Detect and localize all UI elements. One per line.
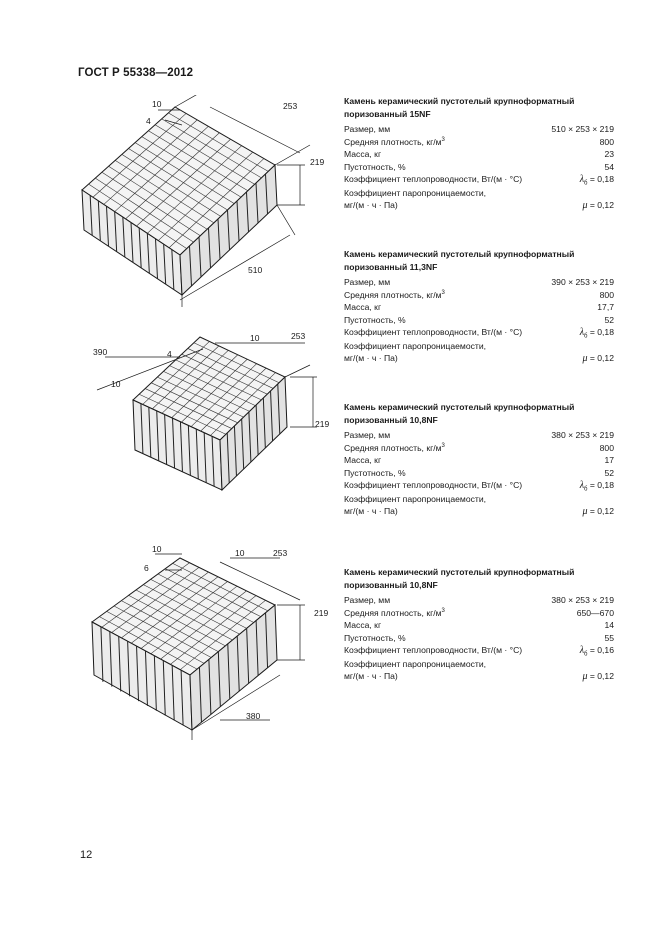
spec-block-10-8nf-b: Камень керамический пустотелый крупноформатный поризованный 10,8NF Размер, мм 380 × 253 × 219 Средняя плотность, $кг/м^3$ 650—670 Масса, кг 14 Пустотность, % 55 Коэффициент теплопроводности, Вт/(м · °С) $\lambda_б = 0,16$ Коэффициент паропроницаемости, мг/(м · ч · Па) μ = 0,12 (344, 567, 614, 682)
dim-label: 253 (291, 331, 306, 341)
spec-value: = 0,12 (589, 200, 614, 210)
spec-label: Пустотность, % (344, 314, 406, 325)
spec-title: Камень керамический пустотелый крупноформатный поризованный 11,3NF (344, 249, 575, 272)
spec-label: Масса, кг (344, 455, 382, 465)
spec-value: 14 (604, 620, 614, 630)
spec-label: Пустотность, % (344, 467, 406, 478)
spec-label: Размер, мм (344, 124, 391, 134)
spec-value: 800 (599, 136, 614, 147)
dim-label: 219 (314, 608, 329, 618)
dim-label: 510 (248, 265, 263, 275)
brick-drawing-15nf (70, 95, 335, 310)
spec-value: 380 × 253 × 219 (551, 430, 614, 440)
spec-value: 800 (599, 289, 614, 300)
spec-label: Масса, кг (344, 149, 382, 159)
spec-label: Коэффициент паропроницаемости, (344, 187, 487, 198)
spec-block-15nf: Камень керамический пустотелый крупноформатный поризованный 15NF Размер, мм 510 × 253 × 219 Средняя плотность, $кг/м^3$ 800 Масса, кг 23 Пустотность, % 54 Коэффициент теплопроводности, Вт/(м · °С) $\lambda_б = 0,18$ Коэффициент паропроницаемости, мг/(м · ч · Па) μ = 0,12 (344, 96, 614, 211)
spec-title: Камень керамический пустотелый крупноформатный поризованный 10,8NF (344, 402, 575, 425)
spec-value: 54 (604, 161, 614, 172)
spec-value: = 0,18 (589, 480, 614, 490)
spec-value: 23 (604, 149, 614, 159)
spec-block-11-3nf: Камень керамический пустотелый крупноформатный поризованный 11,3NF Размер, мм 390 × 253 × 219 Средняя плотность, $кг/м^3$ 800 Масса, кг 17,7 Пустотность, % 52 Коэффициент теплопроводности, Вт/(м · °С) $\lambda_б = 0,18$ Коэффициент паропроницаемости, мг/(м · ч · Па) μ = 0,12 (344, 249, 614, 364)
dim-label: 219 (315, 419, 330, 429)
dim-label: 4 (146, 116, 151, 126)
spec-label: Размер, мм (344, 277, 391, 287)
spec-label: мг/(м · ч · Па) (344, 506, 398, 516)
spec-label: Коэффициент паропроницаемости, (344, 340, 487, 351)
dim-label: 10 (235, 548, 245, 558)
spec-label: мг/(м · ч · Па) (344, 353, 398, 363)
spec-value: 52 (604, 314, 614, 325)
brick-drawing-10-8nf (70, 540, 335, 760)
dim-label: 253 (283, 101, 298, 111)
spec-label: Средняя плотность, кг/м (344, 289, 442, 300)
dim-label: 10 (250, 333, 260, 343)
brick-drawing-11-3nf (85, 325, 330, 500)
dim-label: 10 (152, 99, 162, 109)
spec-value: = 0,12 (589, 506, 614, 516)
spec-value: = 0,18 (589, 174, 614, 184)
spec-label: Коэффициент теплопроводности, Вт/(м · °С) (344, 327, 523, 337)
dim-label: 219 (310, 157, 325, 167)
spec-value: 17,7 (597, 302, 614, 312)
spec-value: 510 × 253 × 219 (551, 124, 614, 134)
spec-label: Масса, кг (344, 302, 382, 312)
spec-value: = 0,12 (589, 353, 614, 363)
dim-label: 10 (111, 379, 121, 389)
document-header: ГОСТ Р 55338—2012 (78, 67, 194, 79)
spec-value: 390 × 253 × 219 (551, 277, 614, 287)
page-number: 12 (80, 849, 93, 861)
spec-value: 380 × 253 × 219 (551, 595, 614, 605)
spec-value: 52 (604, 467, 614, 478)
spec-label: Пустотность, % (344, 161, 406, 172)
spec-label: Средняя плотность, кг/м (344, 442, 442, 453)
spec-label: Коэффициент теплопроводности, Вт/(м · °С) (344, 174, 523, 184)
spec-label: Средняя плотность, кг/м (344, 607, 442, 618)
spec-value: 55 (604, 632, 614, 643)
dim-label: 4 (167, 349, 172, 359)
dim-label: 253 (273, 548, 288, 558)
dim-label: 10 (152, 544, 162, 554)
dim-label: 380 (246, 711, 261, 721)
spec-label: Коэффициент теплопроводности, Вт/(м · °С) (344, 480, 523, 490)
spec-value: 650—670 (576, 607, 614, 618)
dim-label: 6 (144, 563, 149, 573)
spec-label: мг/(м · ч · Па) (344, 200, 398, 210)
dim-label: 390 (93, 347, 108, 357)
spec-label: Масса, кг (344, 620, 382, 630)
spec-label: Средняя плотность, кг/м (344, 136, 442, 147)
spec-label: Коэффициент теплопроводности, Вт/(м · °С) (344, 645, 523, 655)
spec-title: Камень керамический пустотелый крупноформатный поризованный 15NF (344, 96, 575, 119)
spec-value: = 0,12 (589, 671, 614, 681)
spec-label: Размер, мм (344, 430, 391, 440)
spec-title: Камень керамический пустотелый крупноформатный поризованный 10,8NF (344, 567, 575, 590)
spec-label: мг/(м · ч · Па) (344, 671, 398, 681)
spec-block-10-8nf-a: Камень керамический пустотелый крупноформатный поризованный 10,8NF Размер, мм 380 × 253 × 219 Средняя плотность, $кг/м^3$ 800 Масса, кг 17 Пустотность, % 52 Коэффициент теплопроводности, Вт/(м · °С) $\lambda_б = 0,18$ Коэффициент паропроницаемости, мг/(м · ч · Па) μ = 0,12 (344, 402, 614, 517)
spec-value: = 0,16 (589, 645, 614, 655)
spec-label: Размер, мм (344, 595, 391, 605)
spec-value: = 0,18 (589, 327, 614, 337)
spec-value: 17 (604, 455, 614, 465)
spec-value: 800 (599, 442, 614, 453)
spec-label: Пустотность, % (344, 632, 406, 643)
spec-label: Коэффициент паропроницаемости, (344, 658, 487, 669)
spec-label: Коэффициент паропроницаемости, (344, 493, 487, 504)
